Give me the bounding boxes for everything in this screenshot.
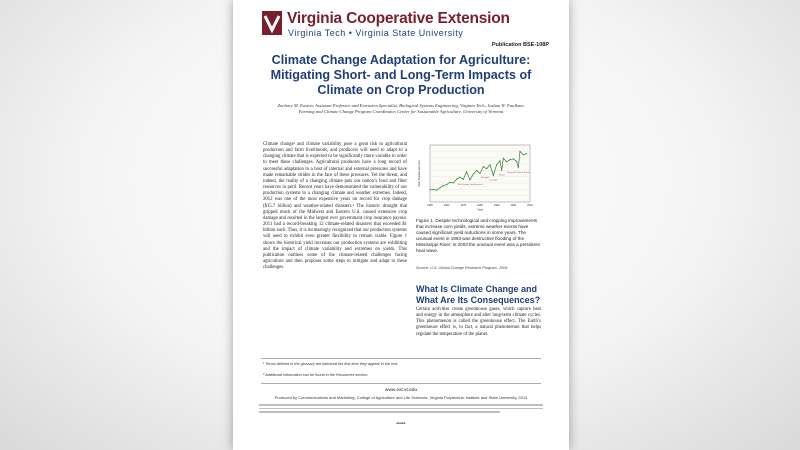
figure-caption: Figure 1. Despite technological and cropping improvements that increase corn yields, extreme weather events have caused significant yield reductions in some years. The unusual event in 1993 was destructive flooding of the Mississippi River; in 2003 the unusual event was a persistent heat wave. (416, 218, 540, 253)
chart-y-axis-label: Yield, Bushels per Acre (418, 160, 421, 187)
chart-data-point (456, 179, 457, 180)
chart-data-point (509, 159, 510, 160)
chart-annotation: Wet Spring, Late Harvest (457, 183, 483, 186)
chart-x-tick-label: 2000 (510, 204, 517, 207)
corn-yield-chart (416, 142, 534, 212)
chart-data-point (479, 173, 480, 174)
chart-data-point (516, 161, 517, 162)
chart-data-point (459, 177, 460, 178)
chart-annotation: Drought (489, 179, 498, 182)
chart-data-point (436, 190, 437, 191)
chart-data-point (439, 187, 440, 188)
chart-data-point (433, 189, 434, 190)
chart-data-point (523, 154, 524, 155)
chart-x-tick-label: 1990 (493, 204, 500, 207)
publication-number: Publication BSE-108P (491, 42, 549, 48)
chart-data-point (449, 182, 450, 183)
chart-annotation: Flood (498, 174, 505, 177)
chart-data-point (453, 182, 454, 183)
footer-fine-print (259, 402, 543, 418)
document-page (233, 0, 569, 450)
footnote-2: ² Additional information can be found in the Resources section. (263, 373, 369, 377)
chart-data-point (503, 158, 504, 159)
chart-data-point (486, 168, 487, 169)
chart-data-point (499, 160, 500, 161)
chart-annotation: Drought (481, 176, 489, 179)
chart-data-point (496, 164, 497, 165)
footer-divider (261, 383, 541, 384)
chart-data-point (526, 153, 527, 154)
footer-code: ■■■■■ (396, 421, 406, 425)
chart-data-point (473, 174, 474, 175)
chart-x-axis-label: Year (476, 207, 484, 212)
chart-data-point (463, 179, 464, 180)
vce-logo-icon (261, 10, 283, 36)
footnote-1: ¹ Terms defined in the glossary are italicized the first time they appear in the text. (263, 362, 399, 366)
chart-x-tick-label: 2010 (527, 204, 533, 207)
footnote-divider (261, 358, 541, 359)
authors-line: Zachary M. Easton, Assistant Professor and Extension Specialist, Biological Systems Engineering, Virginia Tech; Joshua W. Faulkner, Farming and Climate Change Program Coordinator, Center for Sustainable Agriculture, University of Vermont (277, 103, 525, 114)
chart-data-point (506, 161, 507, 162)
org-name: Virginia Cooperative Extension (287, 10, 510, 27)
chart-data-point (483, 166, 484, 167)
chart-data-point (469, 179, 470, 180)
chart-data-point (513, 158, 514, 159)
chart-annotation: Unusual Climatic Event (507, 171, 530, 174)
chart-x-tick-label: 1980 (477, 204, 483, 207)
chart-data-point (518, 167, 519, 168)
section-paragraph: Certain activities create greenhouse gases, which capture heat and energy in the atmosphere and alter long-term climate cycles. This phenomenon is called the greenhouse effect. The Earth’s greenhouse effect is, in fact, a natural phenomenon that helps regulate the temperature of the planet. (416, 307, 541, 337)
vce-logo[interactable] (261, 8, 510, 40)
section-heading: What Is Climate Change and What Are Its Consequences? (416, 284, 541, 305)
chart-x-tick-label: 1970 (460, 204, 467, 207)
footer-url-link[interactable]: www.ext.vt.edu (384, 388, 418, 393)
figure-source: Source: U.S. Global Change Research Program, 2009. (416, 266, 509, 270)
chart-x-tick-label: 1950 (427, 204, 433, 207)
chart-x-tick-label: 1960 (443, 204, 450, 207)
document-title: Climate Change Adaptation for Agriculture: Mitigating Short- and Long-Term Impacts of Climate on Crop Production (270, 53, 532, 97)
chart-data-point (493, 175, 494, 176)
chart-data-point (476, 170, 477, 171)
org-subtitle: Virginia Tech • Virginia State University (288, 28, 464, 38)
footer-produced-by: Produced by Communications and Marketing, College of Agriculture and Life Sciences, Virginia Polytechnic Institute and State University, 2014 (274, 395, 528, 400)
chart-data-point (466, 171, 467, 172)
chart-data-point (489, 164, 490, 165)
chart-data-point (429, 189, 430, 190)
chart-data-point (443, 185, 444, 186)
chart-data-point (446, 184, 447, 185)
intro-paragraph: Climate change¹ and climate variability pose a great risk to agricultural production and farm livelihoods, and producers will need to adapt to a changing climate that is expected to be significantly more variable in order to meet these challenges. Agricultural producers have a long record of successful adaptation to a host of internal and external pressures and have made remarkable strides in the face of these pressures. Yet the threat, and indeed, the reality of a changing climate puts our nation’s food and fiber resources in peril. Recent years have demonstrated the vulnerability of our production systems to a changing climate and weather extremes. Indeed, 2012 was one of the most expensive years on record for crop damage ($15.7 billion) and weather-related disasters.² The historic drought that gripped much of the Midwest and Eastern U.S. caused extensive crop damage and resulted in the largest ever government crop insurance payout. 2011 had a record-breaking 12 climate-related disasters that exceeded $1 billion each. Thus, it is increasingly recognized that our production systems will need to exhibit even greater flexibility to remain viable. Figure 1 shows the historical yield increases our production systems are exhibiting and the impact of climate variability and extremes on yields. This publication outlines some of the climate-related challenges facing agriculture and then proposes some steps to mitigate and adapt to these challenges. (263, 142, 407, 271)
chart-data-point (519, 151, 520, 152)
chart-data-point (501, 170, 502, 171)
